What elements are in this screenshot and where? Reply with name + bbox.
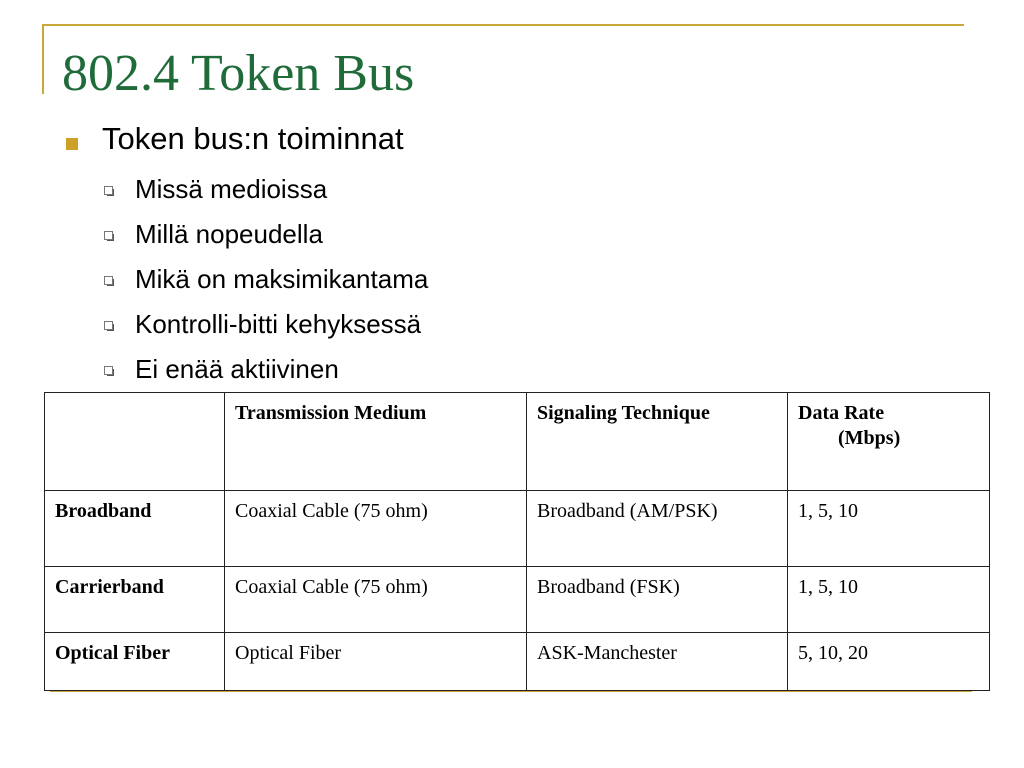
row-header-cell: Carrierband: [45, 567, 225, 633]
checkbox-bullet-icon: [104, 321, 113, 330]
list-item: [104, 346, 428, 391]
table-cell: ASK-Manchester: [527, 633, 788, 691]
table-row: [45, 491, 990, 567]
table-header-row: [45, 393, 990, 491]
list-item: [104, 256, 428, 301]
header-cell-empty: [45, 393, 225, 491]
table-cell: Coaxial Cable (75 ohm): [225, 491, 527, 567]
sub-bullet-list: [104, 166, 428, 391]
list-item: [104, 166, 428, 211]
sub-bullet-text: Kontrolli-bitti kehyksessä: [135, 308, 422, 339]
sub-bullet-text: Ei enää aktiivinen: [135, 353, 339, 384]
frame-top-line: [42, 24, 964, 26]
checkbox-bullet-icon: [104, 366, 113, 375]
table-row: [45, 633, 990, 691]
header-cell-medium: Transmission Medium: [225, 393, 527, 491]
table-cell: 1, 5, 10: [788, 491, 990, 567]
table-cell: Broadband (FSK): [527, 567, 788, 633]
frame-left-line: [42, 24, 44, 94]
data-rate-line-1: Data Rate: [798, 402, 885, 424]
table-cell: Coaxial Cable (75 ohm): [225, 567, 527, 633]
checkbox-bullet-icon: [104, 276, 113, 285]
list-item: [104, 211, 428, 256]
main-bullet-text: Token bus:n toiminnat: [102, 121, 404, 156]
slide-title: 802.4 Token Bus: [62, 45, 415, 102]
checkbox-bullet-icon: [104, 231, 113, 240]
table-cell: Broadband (AM/PSK): [527, 491, 788, 567]
row-header-cell: Optical Fiber: [45, 633, 225, 691]
row-header-cell: Broadband: [45, 491, 225, 567]
header-cell-signaling: Signaling Technique: [527, 393, 788, 491]
sub-bullet-text: Millä nopeudella: [135, 218, 323, 249]
data-rate-line-2: (Mbps): [838, 427, 901, 449]
header-cell-data-rate: [788, 393, 990, 491]
table-cell: Optical Fiber: [225, 633, 527, 691]
token-bus-table: [44, 392, 990, 691]
checkbox-bullet-icon: [104, 186, 113, 195]
table-cell: 1, 5, 10: [788, 567, 990, 633]
list-item: [104, 301, 428, 346]
table-cell: 5, 10, 20: [788, 633, 990, 691]
square-bullet-icon: [66, 138, 78, 150]
sub-bullet-text: Mikä on maksimikantama: [135, 263, 429, 294]
table-row: [45, 567, 990, 633]
sub-bullet-text: Missä medioissa: [135, 173, 328, 204]
